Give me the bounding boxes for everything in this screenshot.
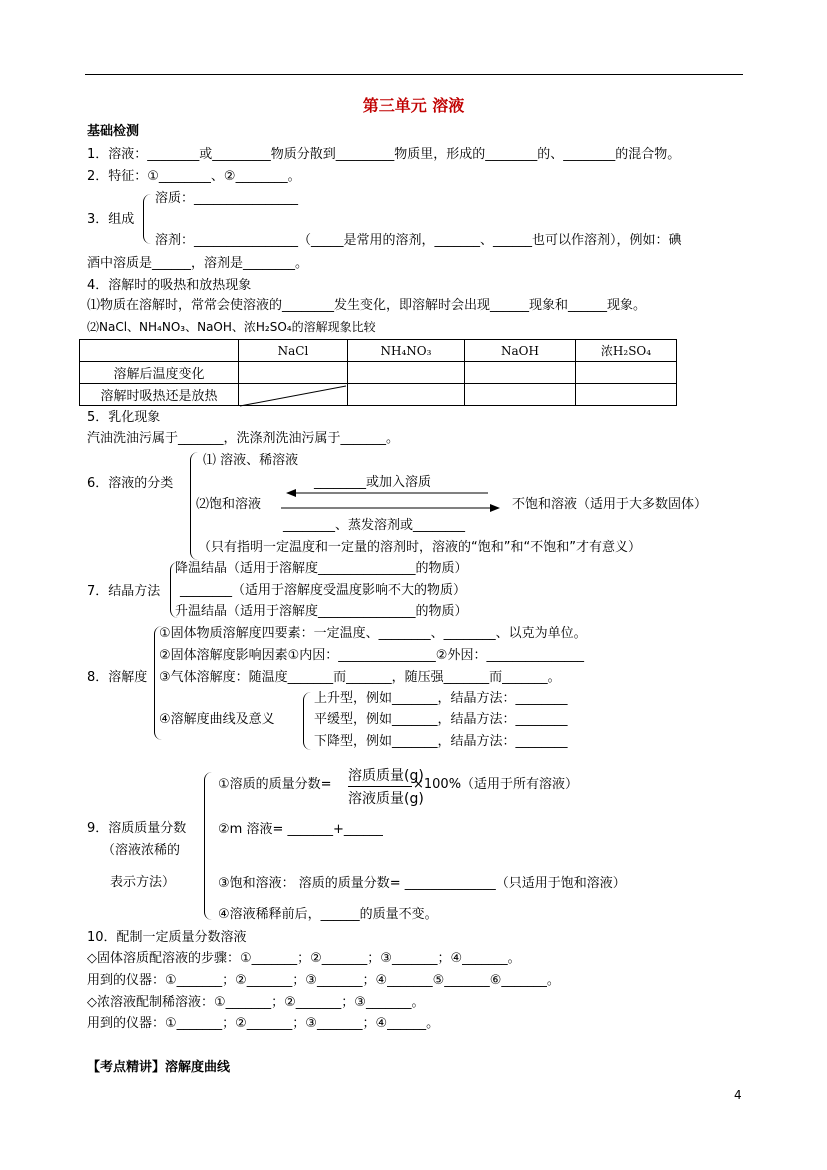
item-8-down: 下降型，例如_______，结晶方法：________ xyxy=(314,734,568,749)
item-9-label-2: （溶液浓稀的 xyxy=(102,843,181,858)
item-3-solute: 溶质：________________ xyxy=(155,191,299,206)
formula-denominator: 溶液质量(g) xyxy=(348,791,424,807)
table-header: NaOH xyxy=(465,340,576,362)
item-8-2: ②固体溶解度影响因素①内因：_______________②外因：_______________ xyxy=(159,648,584,663)
item-6-2: ⑵饱和溶液 xyxy=(196,497,262,512)
item-10-1: ◇固体溶质配溶液的步骤：①_______；②_______；③_______；④_______。 xyxy=(87,951,521,966)
item-7-1: 降温结晶（适用于溶解度_______________的物质） xyxy=(175,561,468,576)
item-6-label: 6．溶液的分类 xyxy=(87,476,174,491)
item-4: 4．溶解时的吸热和放热现象 xyxy=(87,278,252,293)
table-row-label: 溶解后温度变化 xyxy=(80,362,239,384)
focus-heading: 【考点精讲】溶解度曲线 xyxy=(87,1060,231,1075)
item-8-3: ③气体溶解度：随温度_______而_______，随压强_______而_______。 xyxy=(159,670,561,685)
table-header: NH₄NO₃ xyxy=(348,340,465,362)
item-3-cont: 酒中溶质是______，溶剂是________。 xyxy=(87,256,309,271)
item-5: 5．乳化现象 xyxy=(87,410,161,425)
item-9-1-pre: ①溶质的质量分数= xyxy=(218,777,332,792)
item-8-flat: 平缓型，例如_______，结晶方法：________ xyxy=(314,712,568,727)
item-3-solvent: 溶剂：________________（_____是常用的溶剂，_______、______也可以作溶剂），例如：碘 xyxy=(155,233,682,248)
item-8-1: ①固体物质溶解度四要素：一定温度、________、________、以克为单位。 xyxy=(159,626,587,641)
table-header: 浓H₂SO₄ xyxy=(576,340,677,362)
item-1: 1．溶液：________或_________物质分散到_________物质里，形成的________的、________的混合物。 xyxy=(87,147,681,162)
item-4-1: ⑴物质在溶解时，常常会使溶液的________发生变化，即溶解时会出现______现象和______现象。 xyxy=(87,298,647,313)
item-9-4: ④溶液稀释前后，______的质量不变。 xyxy=(218,907,438,922)
item-2: 2．特征：①________、②________。 xyxy=(87,169,301,184)
item-8-4: ④溶解度曲线及意义 xyxy=(159,712,275,727)
page-title: 第三单元 溶液 xyxy=(362,96,465,115)
arrow-right-head xyxy=(490,504,500,512)
item-6-note: （只有指明一定温度和一定量的溶剂时，溶液的“饱和”和“不饱和”才有意义） xyxy=(198,540,641,555)
page-number: 4 xyxy=(734,1088,742,1102)
table-header: NaCl xyxy=(239,340,348,362)
arrow-left-head xyxy=(286,489,296,497)
item-10-2: 用到的仪器：①_______；②_______；③_______；④_______⑤_______⑥_______。 xyxy=(87,973,560,988)
item-9-3: ③饱和溶液： 溶质的质量分数= ______________（只适用于饱和溶液） xyxy=(218,876,626,891)
item-6-1: ⑴ 溶液、稀溶液 xyxy=(203,453,299,468)
formula-numerator: 溶质质量(g) xyxy=(348,768,424,784)
item-10: 10．配制一定质量分数溶液 xyxy=(87,930,247,945)
item-9-1-post: ×100%（适用于所有溶液） xyxy=(413,777,579,792)
item-4-2: ⑵NaCl、NH₄NO₃、NaOH、浓H₂SO₄的溶解现象比较 xyxy=(87,320,376,334)
table-row-label: 溶解时吸热还是放热 xyxy=(80,384,239,406)
table-diagonal-line xyxy=(240,386,346,406)
item-10-4: 用到的仪器：①_______；②_______；③_______；④______。 xyxy=(87,1016,440,1031)
item-8-label: 8．溶解度 xyxy=(87,670,148,685)
item-9-label-3: 表示方法） xyxy=(110,875,176,890)
item-5-a: 汽油洗油污属于_______，洗涤剂洗油污属于_______。 xyxy=(87,431,400,446)
item-6-bottom: ________、蒸发溶剂或________ xyxy=(283,518,466,533)
item-7-3: 升温结晶（适用于溶解度_______________的物质） xyxy=(175,604,468,619)
item-6-right: 不饱和溶液（适用于大多数固体） xyxy=(512,497,708,512)
item-10-3: ◇浓溶液配制稀溶液：①_______；②_______；③_______。 xyxy=(87,995,425,1010)
section-heading: 基础检测 xyxy=(87,124,140,139)
item-7-label: 7．结晶方法 xyxy=(87,584,161,599)
item-6-top: ________或加入溶质 xyxy=(314,475,432,490)
item-8-up: 上升型，例如_______，结晶方法：________ xyxy=(314,691,568,706)
item-9-2: ②m 溶液= _______+______ xyxy=(218,822,383,837)
item-3-label: 3．组成 xyxy=(87,212,135,227)
item-7-2: ________（适用于溶解度受温度影响不大的物质） xyxy=(180,583,467,598)
item-9-label: 9．溶质质量分数 xyxy=(87,821,187,836)
